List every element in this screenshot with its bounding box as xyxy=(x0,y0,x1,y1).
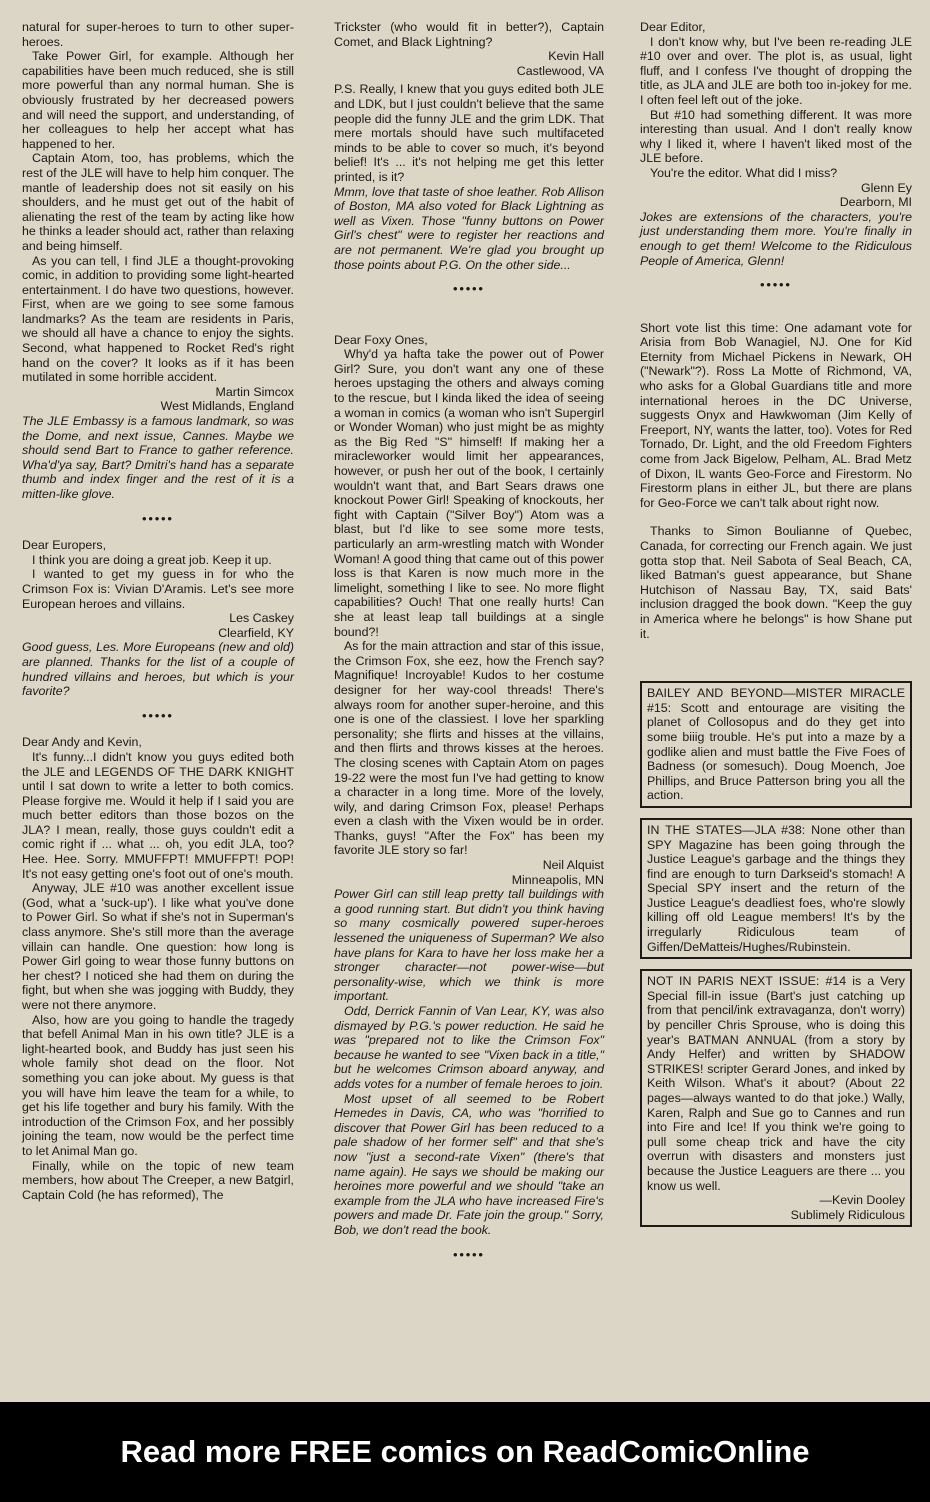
letter-text: P.S. Really, I knew that you guys edited both JLE and LDK, but I just couldn't believe that the same people did the funny JLE and the grim LDK. That mere mortals should have such multifaceted minds to be able to cover so much, it's beyond belief! It's ... it's not helping me get this letter printed, is it? xyxy=(334,82,604,184)
column-left xyxy=(22,20,294,1202)
letter-text: As for the main attraction and star of this issue, the Crimson Fox, she eez, how the French say? Magnifique! Incroyable! Kudos to her costume designer for her way-cool threads! There's always room for another super-heroine, and this one is one of the classiest. I love her sparkling personality; she flirts and hisses at the villains, and then flirts and throws kisses at the heroes. The closing scenes with Captain Atom on pages 19-22 were the most fun I've had getting to know a character in a long time. More of the lovely, wily, and daring Crimson Fox, please! Perhaps even a clash with the Vixen would be in order. Thanks, guys! "After the Fox" has been my favorite JLE story so far! xyxy=(334,639,604,858)
letter-text: Finally, while on the topic of new team members, how about The Creeper, a new Batgirl, Captain Cold (he has reformed), The xyxy=(22,1158,294,1202)
editor-reply: Jokes are extensions of the characters, you're just understanding them more. You're finally in enough to get them! Welcome to the Ridiculous People of America, Glenn! xyxy=(640,209,912,268)
box-signature: —Kevin Dooley xyxy=(819,1193,905,1208)
letter-salutation: Dear Andy and Kevin, xyxy=(22,735,142,750)
letter-text: Also, how are you going to handle the tragedy that befell Animal Man in his own title? JLE is a light-hearted book, and Buddy has just seen his whole family shot dead on the floor. Not something you can joke about. My guess is that you will have him leave the team for a while, to get his life together and bury his family. With the introduction of the Crimson Fox, and her possibly joining the team, now would be the perfect time to let Animal Man go. xyxy=(22,1012,294,1158)
letter-text: Thanks to Simon Boulianne of Quebec, Canada, for correcting our French again. We just gotta stop that. Neil Sabota of Seal Beach, CA, liked Batman's guest appearance, but Shane Hutchison of Nassau Bay, TX, said Bats' inclusion dragged the book down. "Keep the guy in America where he belongs" is how Shane put it. xyxy=(640,524,912,641)
letter-location: Dearborn, MI xyxy=(839,195,912,210)
next-issue-box-jla xyxy=(640,818,912,959)
letter-text: You're the editor. What did I miss? xyxy=(650,165,838,180)
letter-signature: Martin Simcox xyxy=(215,384,294,399)
vote-list-text: Short vote list this time: One adamant vote for Arisia from Bob Wanagiel, NJ. One for Kid Eternity from Michael Pickens in Newark, OH ("Newark"?). Ross La Motte of Richmond, VA, who asks for a Global Guardians title and more international heroes in the DC Universe, suggests Onyx and Hawkwoman (Jim Kelly of Freeport, NY, wants the latter, too). Votes for Red Tornado, Dr. Light, and the old Freedom Fighters come from Jack Bigelow, Pelham, AL. Brad Metz of Dixon, IL wants Geo-Force and Firestorm. No Firestorm plans in either JL, but there are plans for Geo-Force we can't talk about right now. xyxy=(640,320,912,510)
letter-location: Castlewood, VA xyxy=(516,63,604,78)
letter-text: Trickster (who would fit in better?), Captain Comet, and Black Lightning? xyxy=(334,20,604,49)
box-signature-title: Sublimely Ridiculous xyxy=(790,1207,905,1222)
editor-reply: The JLE Embassy is a famous landmark, so was the Dome, and next issue, Cannes. Maybe we should send Bart to France to gather reference. Wha'd'ya say, Bart? Dmitri's hand has a separate thumb and index finger and the rest of it is a mitten-like glove. xyxy=(22,414,294,501)
letter-signature: Neil Alquist xyxy=(542,858,604,873)
letter-location: Minneapolis, MN xyxy=(511,872,604,887)
editor-reply: Odd, Derrick Fannin of Van Lear, KY, was also dismayed by P.G.'s power reduction. He said he was "prepared not to like the Crimson Fox" because he wanted to see "Vixen back in a title," but he welcomes Crimson aboard anyway, and adds votes for a number of female heroes to join. xyxy=(334,1004,604,1091)
letter-text: Take Power Girl, for example. Although her capabilities have been much reduced, she is still more powerful than any normal human. She is obviously frustrated by her decreased powers and will need the support, and understanding, of her colleagues to help her accept what has happened to her. xyxy=(22,49,294,151)
section-separator: ••••• xyxy=(142,708,174,723)
letter-signature: Kevin Hall xyxy=(548,49,604,64)
letter-text: I think you are doing a great job. Keep it up. xyxy=(32,552,272,567)
letter-signature: Les Caskey xyxy=(229,611,294,626)
editor-reply: Most upset of all seemed to be Robert Hemedes in Davis, CA, who was "horrified to discover that Power Girl has been reduced to a pale shadow of her former self" and that she's now "just a second-rate Vixen" (there's that name again). He says we should be making our heroines more powerful and we should "take an example from the JLA who have increased Fire's powers and made Dr. Fate join the group." Sorry, Bob, we don't read the book. xyxy=(334,1091,604,1237)
letter-text: natural for super-heroes to turn to other super-heroes. xyxy=(22,20,294,49)
section-separator: ••••• xyxy=(760,278,792,293)
section-separator: ••••• xyxy=(453,1247,485,1262)
promo-banner: Read more FREE comics on ReadComicOnline xyxy=(0,1402,930,1502)
letter-text: As you can tell, I find JLE a thought-provoking comic, in addition to providing some light-hearted entertainment. I do have two questions, however. First, when are we going to see some famous landmarks? As the team are residents in Paris, we should all have a chance to enjoy the sights. Second, what happened to Rocket Red's right hand on the cover? It looks as if it has been mutilated in some horrible accident. xyxy=(22,253,294,385)
letter-text: It's funny...I didn't know you guys edited both the JLE and LEGENDS OF THE DARK KNIGHT until I sat down to write a letter to both comics. Please forgive me. Would it help if I said you are much better editors than those bozos on the JLA? I mean, really, those guys couldn't edit a comic right if ... what ... oh, you edit JLA, too? Hee. Hee. Sorry. MMUFFPT! MMUFFPT! POP! It's not easy getting one's foot out of one's mouth. xyxy=(22,749,294,881)
editor-reply: Power Girl can still leap pretty tall buildings with a good running start. But didn't you think having so many cosmically powered super-heroes lessened the uniqueness of Superman? We also have plans for Kara to have her loss make her a stronger character—not power-wise—but personality-wise, which we think is more important. xyxy=(334,887,604,1004)
section-separator: ••••• xyxy=(453,282,485,297)
spacer xyxy=(334,309,604,325)
letter-salutation: Dear Foxy Ones, xyxy=(334,332,428,347)
box-text: NOT IN PARIS NEXT ISSUE: #14 is a Very Special fill-in issue (Bart's just catching up from that pencil/ink extravaganza, don't worry) by penciller Chris Sprouse, who is doing this year's BATMAN ANNUAL (from a story by Andy Helfer) and written by SHADOW STRIKES! scripter Gerard Jones, and inked by Keith Wilson. What's it about? (About 22 pages—always wanted to do that joke.) Wally, Karen, Ralph and Sue go to Cannes and run into Fire and Ice! If you think we're going to pull some cheap trick and have the city overrun with disasters and monsters just because the Justice Leaguers are there ... you know us well. xyxy=(647,974,905,1193)
letter-text: Why'd ya hafta take the power out of Power Girl? Sure, you don't want any one of these heroes upstaging the others and always coming to the rescue, but I kinda liked the idea of seeing a woman in comics (a woman who isn't Supergirl or Wonder Woman) who just might be as mighty as the Big Red "S" himself! If making her a miracleworker would limit her appearances, however, or push her out of the book, I certainly wouldn't want that, and Bart Sears draws one knockout Power Girl! Speaking of knockouts, her fight with Captain ("Silver Boy") Atom was a blast, but I'd like to see some more tests, particularly an arm-wrestling match with Wonder Woman! A good thing that came out of this power loss is that Karen is now much more in the limelight, something I like to see. No more flight capabilities? Ouch! That one really hurts! Can she at least leap tall buildings at a single bound?! xyxy=(334,347,604,639)
box-text: IN THE STATES—JLA #38: None other than SPY Magazine has been going through the Justice League's garbage and the things they find are enough to turn Darkseid's stomach! A Special SPY insert and the return of the Justice League's deadliest foes, who're slowly killing off old League members! It's by the irregularly Ridiculous team of Giffen/DeMatteis/Hughes/Rubinstein. xyxy=(647,822,905,954)
letter-text: But #10 had something different. It was more interesting than usual. And I don't really know why I liked it, where I haven't liked most of the JLE before. xyxy=(640,107,912,166)
letter-location: Clearfield, KY xyxy=(218,625,294,640)
section-separator: ••••• xyxy=(142,511,174,526)
letter-text: Anyway, JLE #10 was another excellent issue (God, what a 'suck-up'). I like what you've done to Power Girl. So what if she's not in Superman's class anymore. She's still more than the average villain can handle. One question: how long is Power Girl going to wear those funny buttons on her chest? I noticed she had them on during the fight, but when she was jogging with Buddy, they were not there anymore. xyxy=(22,881,294,1012)
letter-location: West Midlands, England xyxy=(160,399,294,414)
letter-text: I don't know why, but I've been re-reading JLE #10 over and over. The plot is, as usual, light fluff, and I confess I've thought of dropping the title, as JLA and JLE are both too in-jokey for me. I often feel left out of the joke. xyxy=(640,34,912,107)
letter-text: I wanted to get my guess in for who the Crimson Fox is: Vivian D'Aramis. Let's see more European heroes and villains. xyxy=(22,567,294,611)
letter-signature: Glenn Ey xyxy=(861,180,912,195)
editor-reply: Good guess, Les. More Europeans (new and old) are planned. Thanks for the list of a couple of hundred villains and heroes, but which is your favorite? xyxy=(22,640,294,699)
letter-text: Captain Atom, too, has problems, which the rest of the JLE will have to help him conquer. The mantle of leadership does not sit easily on his shoulders, and he must get out of the habit of alienating the rest of the team by acting like how he thinks a leader should act, rather than relaxing and being himself. xyxy=(22,151,294,253)
spacer xyxy=(640,305,912,321)
letter-salutation: Dear Editor, xyxy=(640,20,706,34)
column-middle xyxy=(334,20,604,1274)
next-issue-box-jle xyxy=(640,969,912,1227)
letter-salutation: Dear Europers, xyxy=(22,538,107,553)
box-text: BAILEY AND BEYOND—MISTER MIRACLE #15: Scott and entourage are visiting the planet of Collosopus and do they get into some biiig trouble. He's put into a maze by a godlike alien and must battle the Five Foes of Badness (or somesuch). Doug Moench, Joe Phillips, and Bruce Patterson bring you all the action. xyxy=(647,686,905,803)
editor-reply: Mmm, love that taste of shoe leather. Rob Allison of Boston, MA also voted for Black Lightning as well as Vixen. Those "funny buttons on Power Girl's chest" were to register her reactions and are not permanent. We're glad you brought up those points about P.G. On the other side... xyxy=(334,184,604,272)
column-right xyxy=(640,20,912,1227)
next-issue-box-mister-miracle xyxy=(640,681,912,808)
